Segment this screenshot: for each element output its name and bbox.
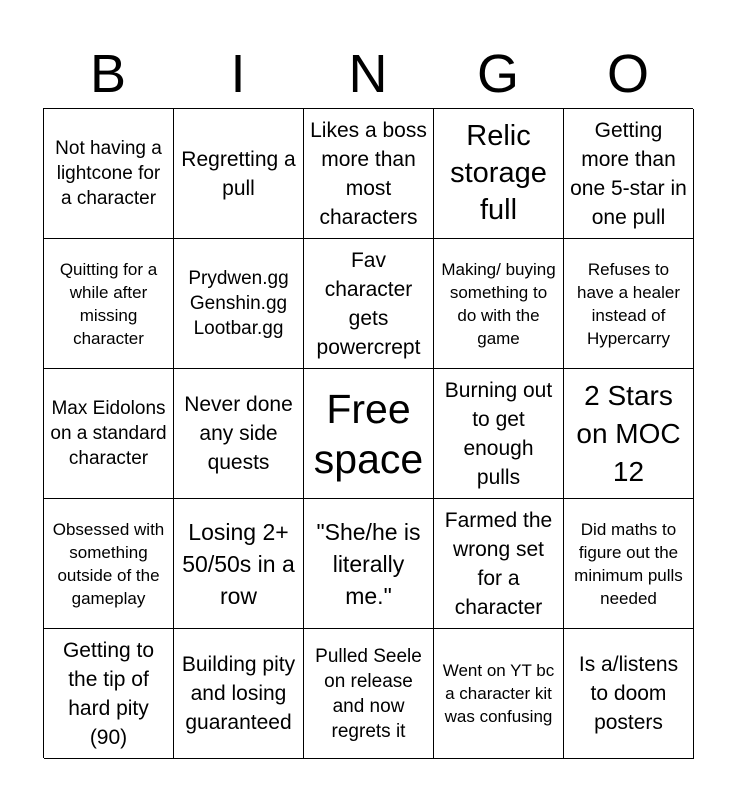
- cell-text: Not having a lightcone for a character: [55, 138, 162, 209]
- cell-text: Prydwen.gg Genshin.gg Lootbar.gg: [188, 268, 289, 339]
- header-letter-i: I: [230, 44, 246, 104]
- bingo-cell[interactable]: [434, 629, 564, 759]
- bingo-cell[interactable]: [44, 109, 174, 239]
- bingo-cell[interactable]: [174, 629, 304, 759]
- bingo-cell[interactable]: [564, 369, 694, 499]
- cell-text: Refuses to have a healer instead of Hypercarry: [576, 259, 681, 348]
- header-letter-g: G: [476, 44, 519, 104]
- bingo-cell[interactable]: [174, 499, 304, 629]
- cell-text: Getting more than one 5-star in one pull: [570, 118, 687, 229]
- cell-text: Obsessed with something outside of the gameplay: [52, 519, 165, 608]
- cell-text: Burning out to get enough pulls: [444, 378, 553, 489]
- bingo-grid: [43, 108, 693, 758]
- cell-text: Quitting for a while after missing character: [59, 259, 158, 348]
- bingo-cell[interactable]: [434, 109, 564, 239]
- bingo-cell[interactable]: [44, 239, 174, 369]
- cell-text: Relic storage full: [450, 120, 547, 226]
- bingo-cell[interactable]: [304, 109, 434, 239]
- bingo-cell[interactable]: [174, 109, 304, 239]
- bingo-cell[interactable]: [44, 629, 174, 759]
- header-letter-b: B: [89, 44, 127, 104]
- cell-text: Went on YT bc a character kit was confusing: [442, 661, 555, 726]
- bingo-cell[interactable]: [564, 499, 694, 629]
- bingo-cell-free-space[interactable]: [304, 369, 434, 499]
- cell-text: Getting to the tip of hard pity (90): [62, 638, 155, 749]
- cell-text: Is a/listens to doom posters: [578, 653, 679, 734]
- bingo-cell[interactable]: [564, 239, 694, 369]
- bingo-cell[interactable]: [434, 239, 564, 369]
- cell-text: Farmed the wrong set for a character: [444, 508, 553, 619]
- header-letter-n: N: [348, 44, 388, 104]
- bingo-cell[interactable]: [304, 499, 434, 629]
- bingo-header: [43, 40, 693, 108]
- cell-text: "She/he is literally me.": [316, 518, 421, 609]
- bingo-cell[interactable]: [304, 629, 434, 759]
- cell-text: Making/ buying something to do with the game: [441, 259, 556, 348]
- header-letter-o: O: [606, 44, 649, 104]
- cell-text: Building pity and losing guaranteed: [181, 653, 296, 734]
- bingo-cell[interactable]: [434, 369, 564, 499]
- cell-text: Did maths to figure out the minimum pulls needed: [574, 519, 683, 608]
- bingo-cell[interactable]: [174, 239, 304, 369]
- bingo-cell[interactable]: [174, 369, 304, 499]
- bingo-cell[interactable]: [304, 239, 434, 369]
- bingo-cell[interactable]: [434, 499, 564, 629]
- cell-text: Likes a boss more than most characters: [310, 118, 427, 229]
- bingo-cell[interactable]: [44, 499, 174, 629]
- bingo-cell[interactable]: [44, 369, 174, 499]
- cell-text: Max Eidolons on a standard character: [50, 398, 167, 469]
- cell-text: 2 Stars on MOC 12: [576, 379, 681, 487]
- bingo-cell[interactable]: [564, 109, 694, 239]
- bingo-cell[interactable]: [564, 629, 694, 759]
- cell-text: Fav character gets powercrept: [316, 248, 421, 359]
- cell-text: Free space: [313, 385, 424, 482]
- cell-text: Never done any side quests: [184, 393, 293, 474]
- cell-text: Regretting a pull: [181, 147, 296, 200]
- cell-text: Losing 2+ 50/50s in a row: [182, 518, 295, 609]
- cell-text: Pulled Seele on release and now regrets it: [315, 645, 422, 742]
